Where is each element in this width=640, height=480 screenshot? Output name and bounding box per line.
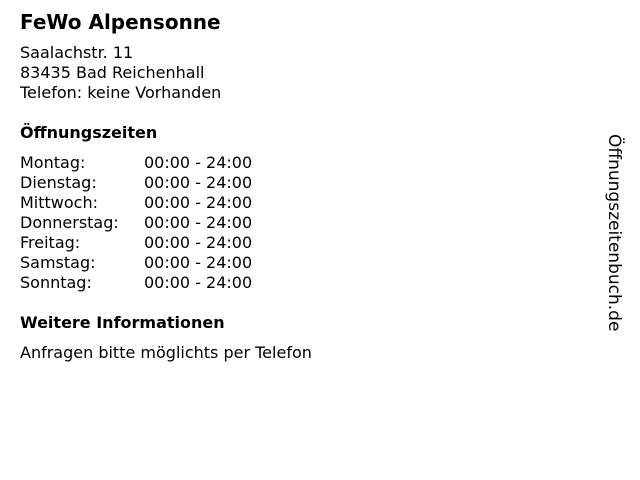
- site-watermark: Öffnungszeitenbuch.de: [604, 134, 624, 332]
- hours-row-monday: [20, 153, 590, 173]
- hours-row-sunday: [20, 273, 590, 293]
- further-info-heading: Weitere Informationen: [20, 313, 225, 332]
- day-label: Samstag:: [20, 253, 96, 272]
- day-label: Dienstag:: [20, 173, 97, 192]
- time-range: 00:00 - 24:00: [144, 153, 253, 172]
- day-label: Montag:: [20, 153, 86, 172]
- hours-row-tuesday: [20, 173, 590, 193]
- opening-hours-heading: Öffnungszeiten: [20, 123, 158, 142]
- hours-row-friday: [20, 233, 590, 253]
- hours-row-thursday: [20, 213, 590, 233]
- time-range: 00:00 - 24:00: [144, 193, 253, 212]
- day-label: Mittwoch:: [20, 193, 98, 212]
- opening-hours-table: [20, 153, 590, 293]
- day-label: Donnerstag:: [20, 213, 119, 232]
- business-name: FeWo Alpensonne: [20, 10, 221, 34]
- business-card: [20, 9, 590, 363]
- phone-info: Telefon: keine Vorhanden: [20, 83, 222, 102]
- time-range: 00:00 - 24:00: [144, 233, 253, 252]
- day-label: Sonntag:: [20, 273, 92, 292]
- time-range: 00:00 - 24:00: [144, 213, 253, 232]
- time-range: 00:00 - 24:00: [144, 273, 253, 292]
- address-block: [20, 43, 590, 103]
- time-range: 00:00 - 24:00: [144, 173, 253, 192]
- hours-row-saturday: [20, 253, 590, 273]
- further-info-text: Anfragen bitte möglichts per Telefon: [20, 343, 312, 362]
- day-label: Freitag:: [20, 233, 81, 252]
- hours-row-wednesday: [20, 193, 590, 213]
- city-address: 83435 Bad Reichenhall: [20, 63, 205, 82]
- time-range: 00:00 - 24:00: [144, 253, 253, 272]
- street-address: Saalachstr. 11: [20, 43, 134, 62]
